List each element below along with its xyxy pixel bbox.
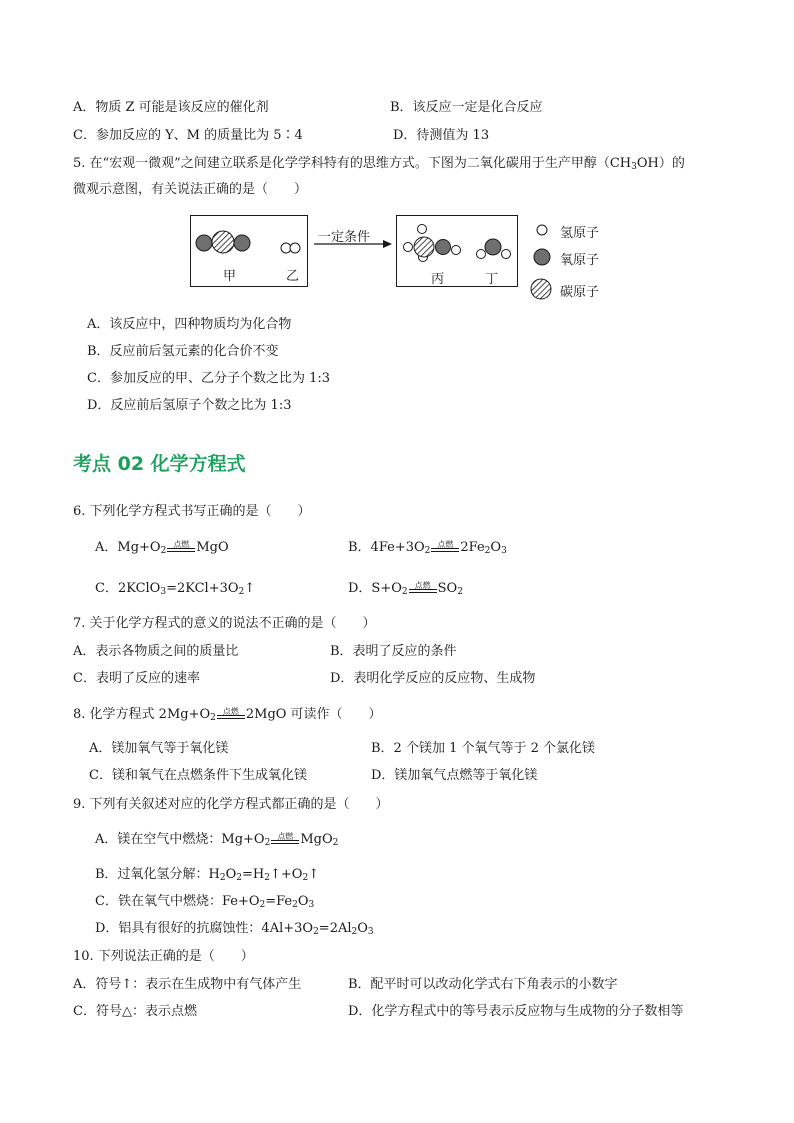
q8-option-a: A．镁加氧气等于氧化镁: [89, 741, 229, 756]
oxygen-atom: [234, 235, 250, 251]
q9-option-a: A．镁在空气中燃烧：$Mg+O_2$ 点燃 MgO$_2$: [95, 832, 339, 848]
q6-option-c: C．$2KClO_3=2KCl+3O_2↑$: [95, 581, 256, 597]
oxygen-atom: [436, 240, 451, 255]
hydrogen-atom: [477, 250, 486, 259]
q10-option-d: D．化学方程式中的等号表示反应物与生成物的分子数相等: [348, 1004, 684, 1019]
legend-symbols: [528, 220, 556, 302]
label-ding: 丁: [485, 272, 499, 287]
hydrogen-atom: [404, 243, 413, 252]
oxygen-atom: [485, 239, 501, 255]
q6-option-d: D．$S+O_2$ 点燃 $SO_2$: [348, 581, 463, 597]
q10-stem: 10. 下列说法正确的是（ ）: [73, 949, 254, 964]
label-yi: 乙: [286, 269, 300, 284]
q6-option-b: B．$4Fe+3O_2$ 点燃 $2Fe_2O_3$: [348, 540, 507, 556]
q5-stem-line1: 5. 在“宏观一微观”之间建立联系是化学学科特有的思维方式。下图为二氧化碳用于生产甲醇$(CH_3OH)$的: [73, 156, 685, 172]
legend-oxygen-icon: [534, 249, 550, 265]
legend-carbon-icon: [531, 279, 551, 299]
condition-mark: 点燃: [408, 580, 438, 598]
q7-stem: 7. 关于化学方程式的意义的说法不正确的是（ ）: [73, 616, 376, 631]
q4-option-c: C．参加反应的 Y、M 的质量比为 5∶4: [73, 128, 303, 143]
arrow-label: 一定条件: [318, 230, 371, 245]
q9-option-c: C．铁在氧气中燃烧：$Fe+O_2=Fe_2O_3$: [95, 894, 315, 910]
condition-mark: 点燃: [430, 539, 460, 557]
q6-stem: 6. 下列化学方程式书写正确的是（ ）: [73, 504, 311, 519]
q8-option-b: B．2 个镁加 1 个氧气等于 2 个氯化镁: [371, 741, 596, 756]
q7-option-c: C．表明了反应的速率: [73, 671, 200, 686]
q10-option-b: B．配平时可以改动化学式右下角表示的小数字: [348, 977, 618, 992]
condition-mark: 点燃: [216, 706, 246, 724]
label-bing: 丙: [431, 272, 445, 287]
q4-option-a: A．物质 Z 可能是该反应的催化剂: [73, 100, 269, 115]
q7-option-b: B．表明了反应的条件: [330, 644, 457, 659]
oxygen-atom: [196, 235, 212, 251]
condition-mark: 点燃: [166, 539, 196, 557]
carbon-atom: [212, 231, 234, 253]
q5-option-b: B．反应前后氢元素的化合价不变: [87, 344, 279, 359]
hydrogen-atom: [502, 250, 511, 259]
q9-stem: 9. 下列有关叙述对应的化学方程式都正确的是（ ）: [73, 797, 389, 812]
q8-option-d: D．镁加氧气点燃等于氧化镁: [371, 768, 538, 783]
hydrogen-atom: [290, 243, 300, 253]
q9-option-d: D．铝具有很好的抗腐蚀性：$4Al+3O_2=2Al_2O_3$: [95, 921, 374, 937]
q7-option-a: A．表示各物质之间的质量比: [73, 644, 239, 659]
q8-stem: 8. 化学方程式 $2Mg+O_2$ 点燃 2MgO 可读作（ ）: [73, 707, 382, 723]
hydrogen-atom: [418, 225, 427, 234]
q5-option-a: A．该反应中，四种物质均为化合物: [87, 317, 292, 332]
q10-option-a: A．符号↑：表示在生成物中有气体产生: [73, 977, 302, 992]
label-jia: 甲: [223, 269, 237, 284]
q6-option-a: A．$Mg+O_2$ 点燃 MgO: [95, 540, 229, 556]
q8-option-c: C．镁和氧气在点燃条件下生成氧化镁: [89, 768, 307, 783]
q7-option-d: D．表明化学反应的反应物、生成物: [330, 671, 536, 686]
q4-option-b: B．该反应一定是化合反应: [390, 100, 543, 115]
q4-option-d: D．待测值为 13: [393, 128, 490, 143]
condition-mark: 点燃: [270, 831, 300, 849]
legend-oxygen-label: 氧原子: [560, 253, 600, 268]
legend-carbon-label: 碳原子: [560, 285, 600, 300]
arrow-icon: [312, 238, 394, 250]
q5-option-d: D．反应前后氢原子个数之比为 1:3: [87, 398, 292, 413]
q10-option-c: C．符号△：表示点燃: [73, 1004, 197, 1019]
legend-hydrogen-icon: [537, 225, 547, 235]
q5-stem-line2: 微观示意图，有关说法正确的是（ ）: [73, 182, 308, 197]
q9-option-b: B．过氧化氢分解：$H_2O_2=H_2↑+O_2↑$: [95, 867, 320, 883]
legend-hydrogen-label: 氢原子: [560, 226, 600, 241]
section-title: 考点 02 化学方程式: [73, 453, 246, 475]
carbon-atom: [414, 237, 434, 257]
hydrogen-atom: [452, 246, 461, 255]
q5-option-c: C．参加反应的甲、乙分子个数之比为 1:3: [87, 371, 331, 386]
